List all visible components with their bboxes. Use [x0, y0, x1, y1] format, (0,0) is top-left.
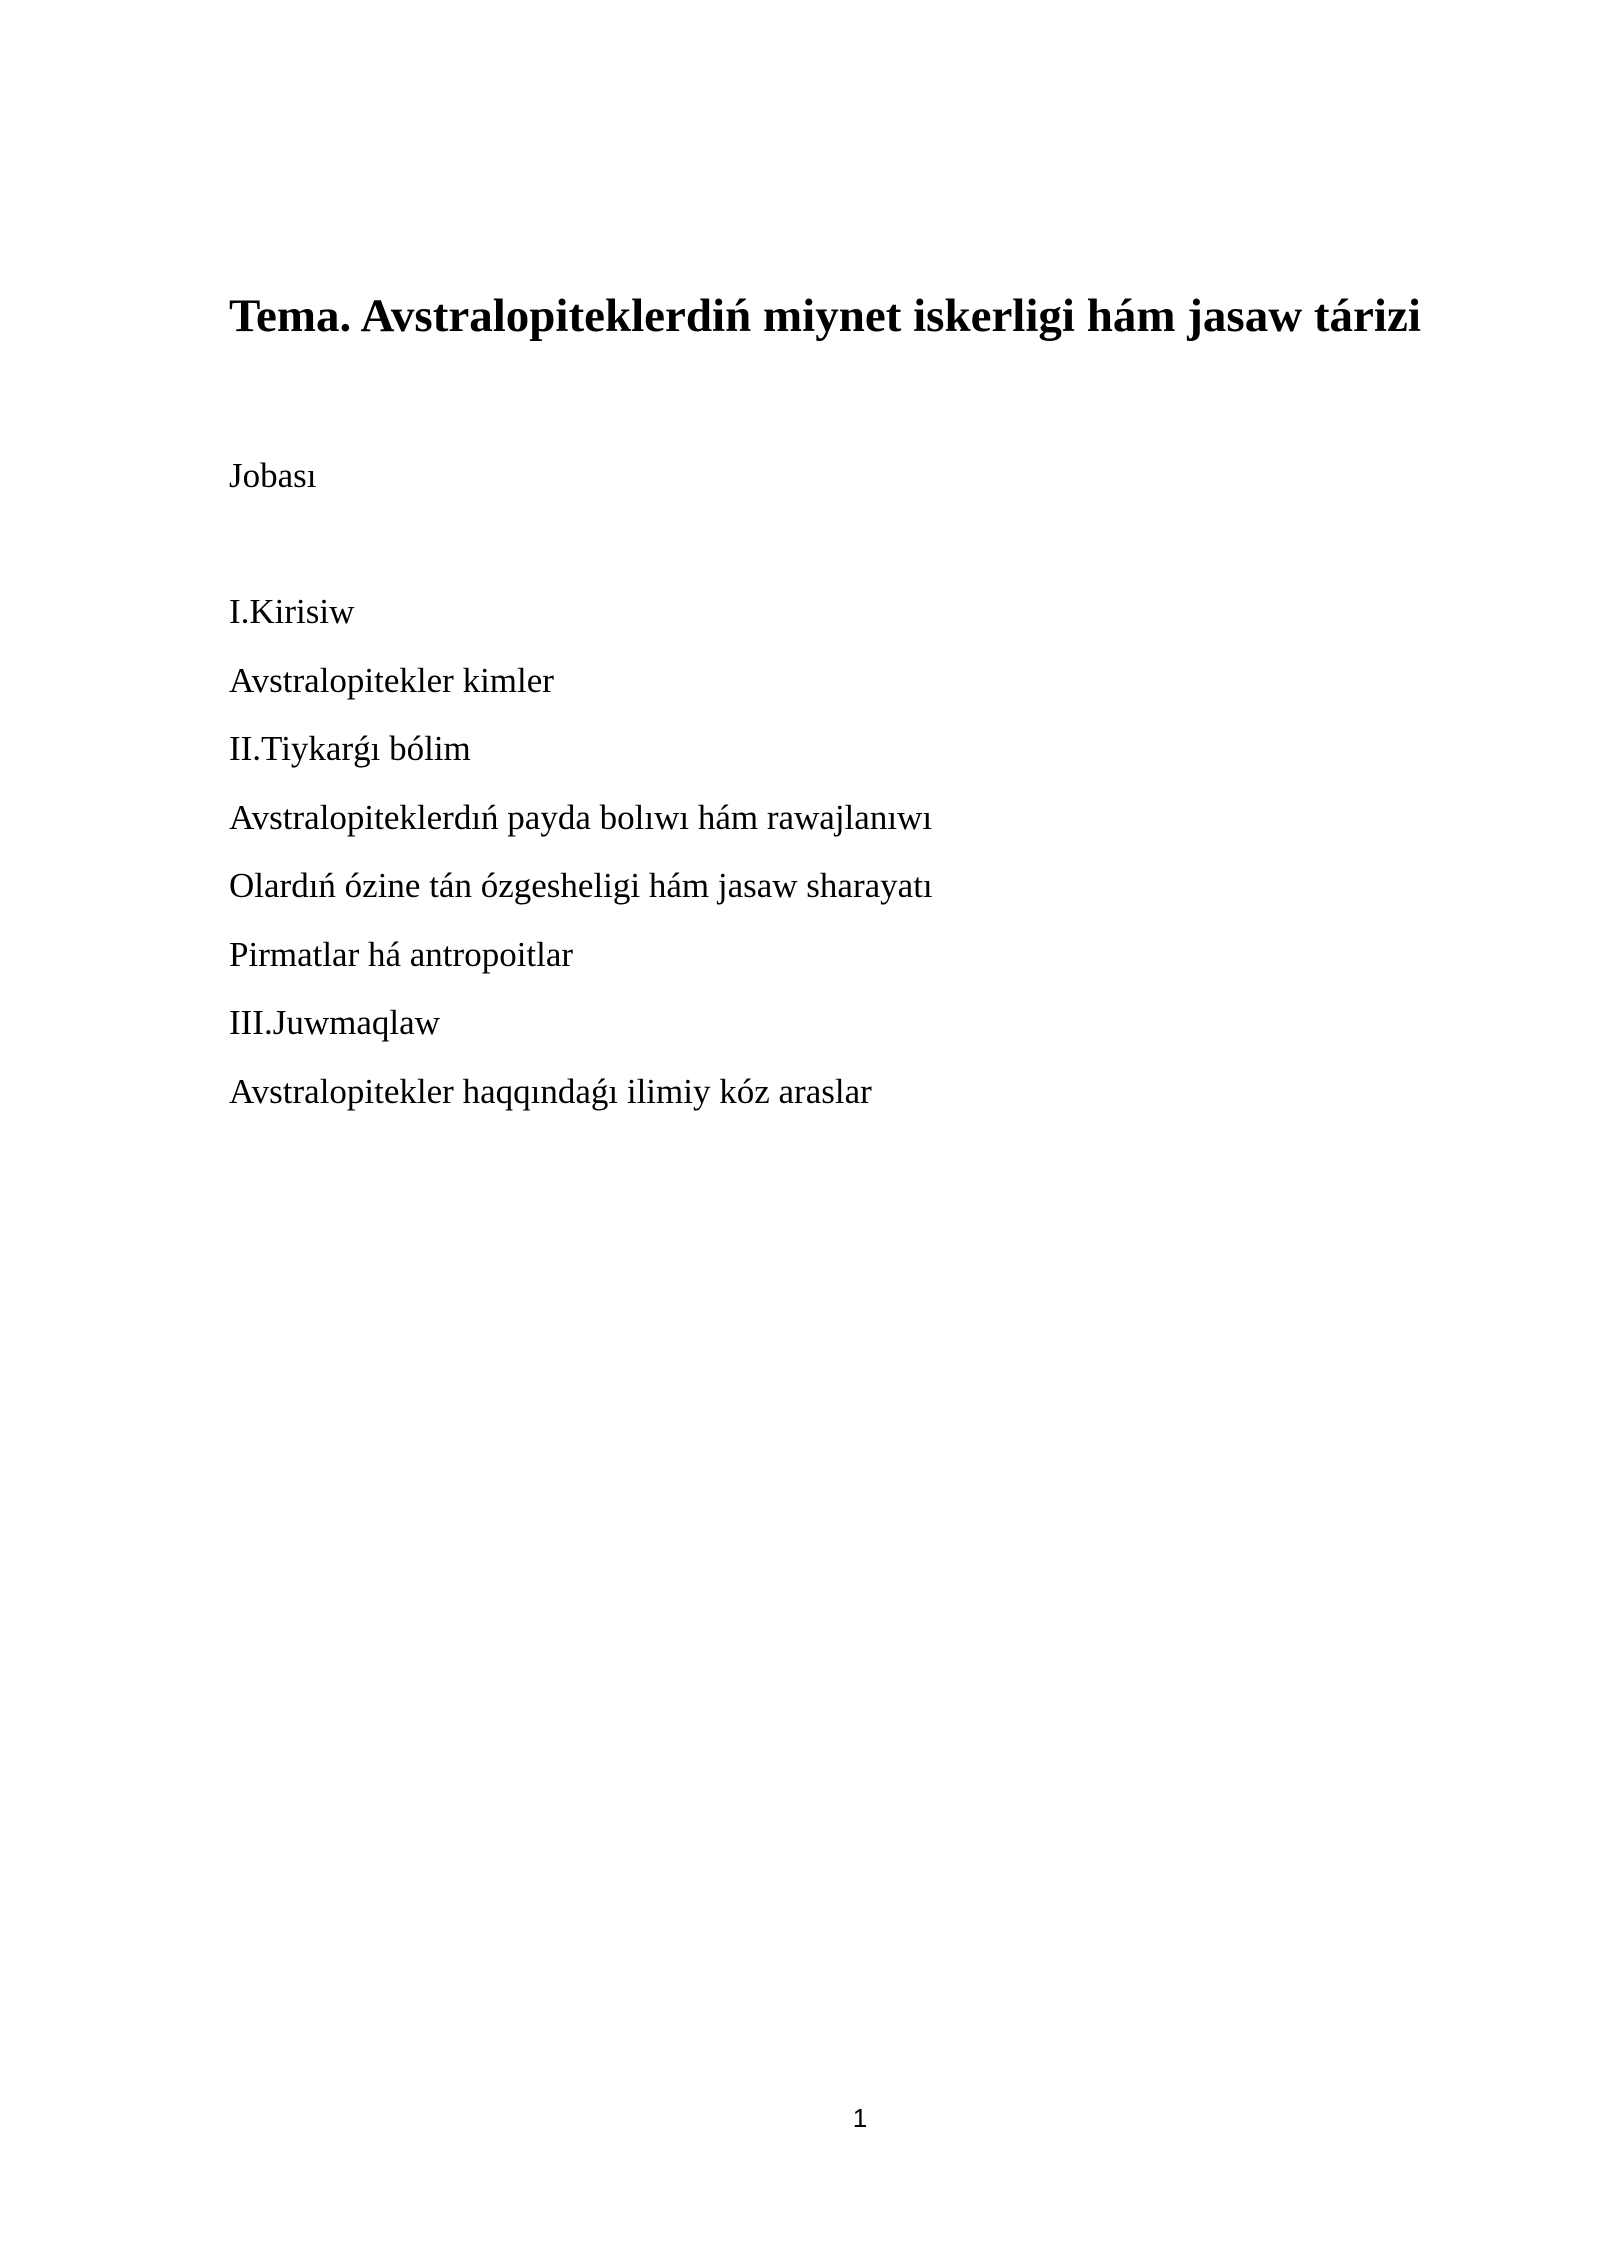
toc-item: III.Juwmaqlaw [229, 1003, 440, 1042]
plan-heading: Jobası [229, 456, 317, 495]
toc-item: I.Kirisiw [229, 592, 355, 631]
toc-item: II.Tiykarǵı bólim [229, 729, 471, 768]
toc-item: Pirmatlar há antropoitlar [229, 934, 574, 974]
toc-item: Avstralopiteklerdıń payda bolıwı hám rawajlanıwı [229, 797, 933, 837]
toc-item: Avstralopitekler kimler [229, 660, 554, 700]
toc-item: Olardıń ózine tán ózgesheligi hám jasaw sharayatı [229, 866, 933, 905]
table-of-contents [229, 590, 933, 1138]
toc-item: Avstralopitekler haqqındaǵı ilimiy kóz araslar [229, 1071, 872, 1111]
page-number: 1 [852, 2103, 868, 2133]
document-title: Tema. Avstralopiteklerdiń miynet iskerligi hám jasaw tárizi [229, 290, 1421, 342]
